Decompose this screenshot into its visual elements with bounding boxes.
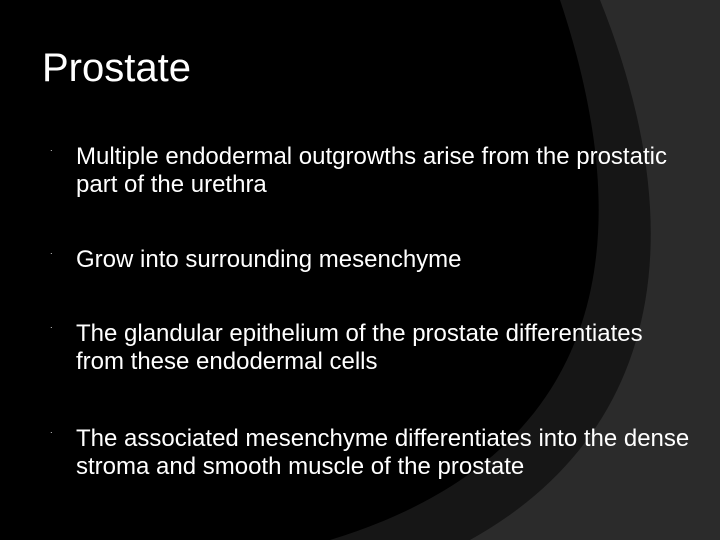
- bullet-text: Grow into surrounding mesenchyme: [76, 246, 462, 273]
- bullet-text: The glandular epithelium of the prostate differentiates from these endodermal cells: [76, 320, 643, 375]
- bullet-marker-icon: ˙: [50, 252, 54, 264]
- bullet-marker-icon: ˙: [50, 431, 54, 443]
- bullet-marker-icon: ˙: [50, 149, 54, 161]
- bullet-marker-icon: ˙: [50, 326, 54, 338]
- bullet-text: The associated mesenchyme differentiates into the dense stroma and smooth muscle of the prostate: [76, 425, 690, 480]
- slide-title: Prostate: [42, 46, 191, 90]
- bullet-text: Multiple endodermal outgrowths arise from the prostatic part of the urethra: [76, 143, 667, 198]
